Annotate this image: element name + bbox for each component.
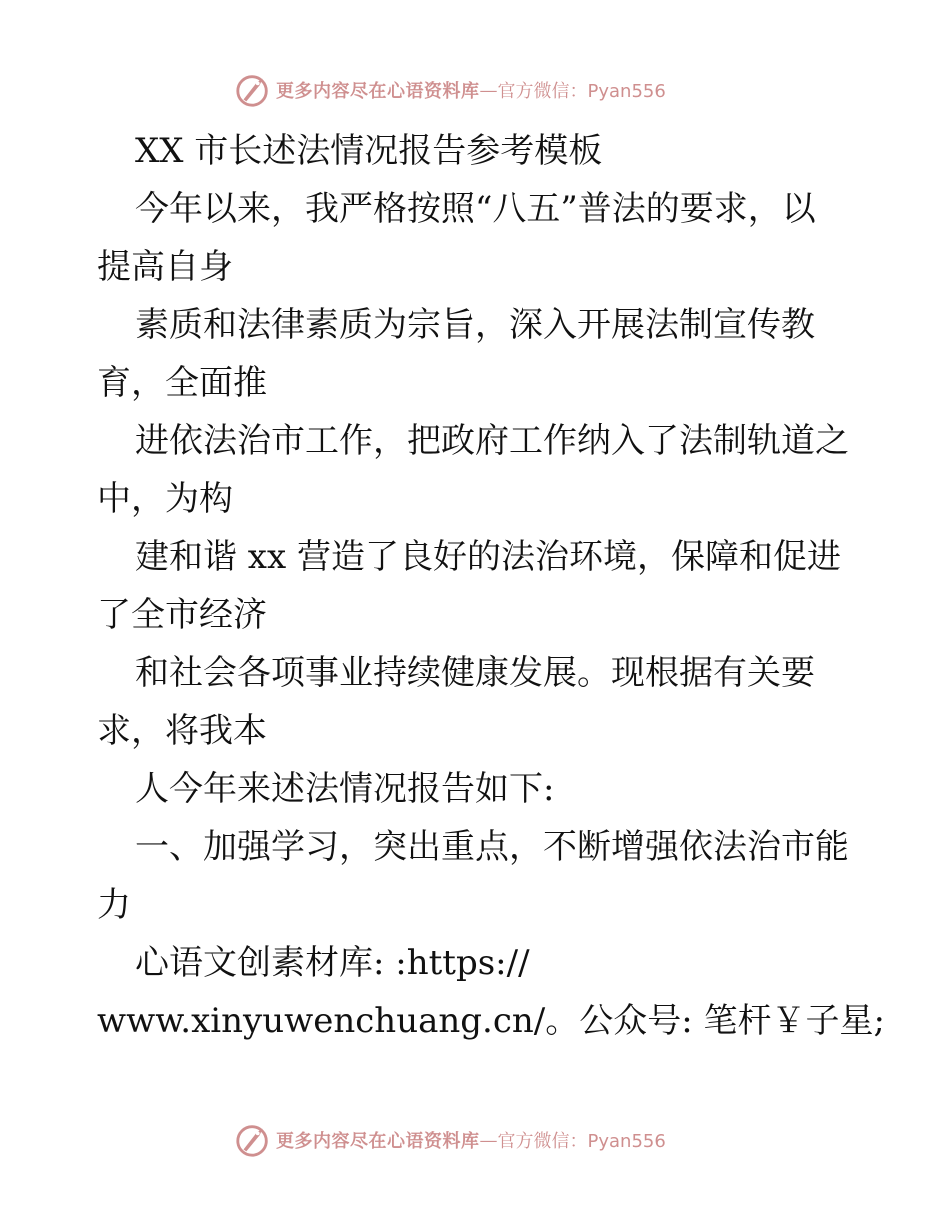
section-heading-continued: 力 [97,885,131,925]
paragraph-line: 育，全面推 [97,363,267,403]
header-wechat-text: 官方微信：Pyan556 [497,81,666,102]
footer-brand-text: 更多内容尽在心语资料库 [276,1131,480,1152]
paragraph-line: 人今年来述法情况报告如下: [135,769,555,809]
paragraph-line: 中，为构 [97,479,233,519]
footer-wechat-text: 官方微信：Pyan556 [497,1131,666,1152]
section-heading: 一、加强学习，突出重点，不断增强依法治市能 [135,827,849,867]
paragraph-line: 了全市经济 [97,595,267,635]
pen-nib-logo-icon [234,71,272,109]
paragraph-line: 和社会各项事业持续健康发展。现根据有关要 [135,653,815,693]
paragraph-line: 今年以来，我严格按照“八五”普法的要求，以 [135,189,816,229]
paragraph-line: 建和谐 xx 营造了良好的法治环境，保障和促进 [135,537,841,577]
header-separator: — [479,79,498,101]
footer-banner [234,1120,666,1160]
paragraph-line: 求，将我本 [97,711,267,751]
source-note: 心语文创素材库: :https:// [135,943,530,983]
source-url-line: www.xinyuwenchuang.cn/。公众号: 笔杆￥子星; [97,1001,885,1041]
paragraph-line: 素质和法律素质为宗旨，深入开展法制宣传教 [135,305,815,345]
header-brand-text: 更多内容尽在心语资料库 [276,81,480,102]
footer-separator: — [479,1129,498,1151]
document-title: XX 市长述法情况报告参考模板 [135,131,603,171]
header-banner [234,70,666,110]
pen-nib-logo-icon [234,1121,272,1159]
paragraph-line: 进依法治市工作，把政府工作纳入了法制轨道之 [135,421,849,461]
paragraph-line: 提高自身 [97,247,233,287]
document-body [97,122,885,1050]
